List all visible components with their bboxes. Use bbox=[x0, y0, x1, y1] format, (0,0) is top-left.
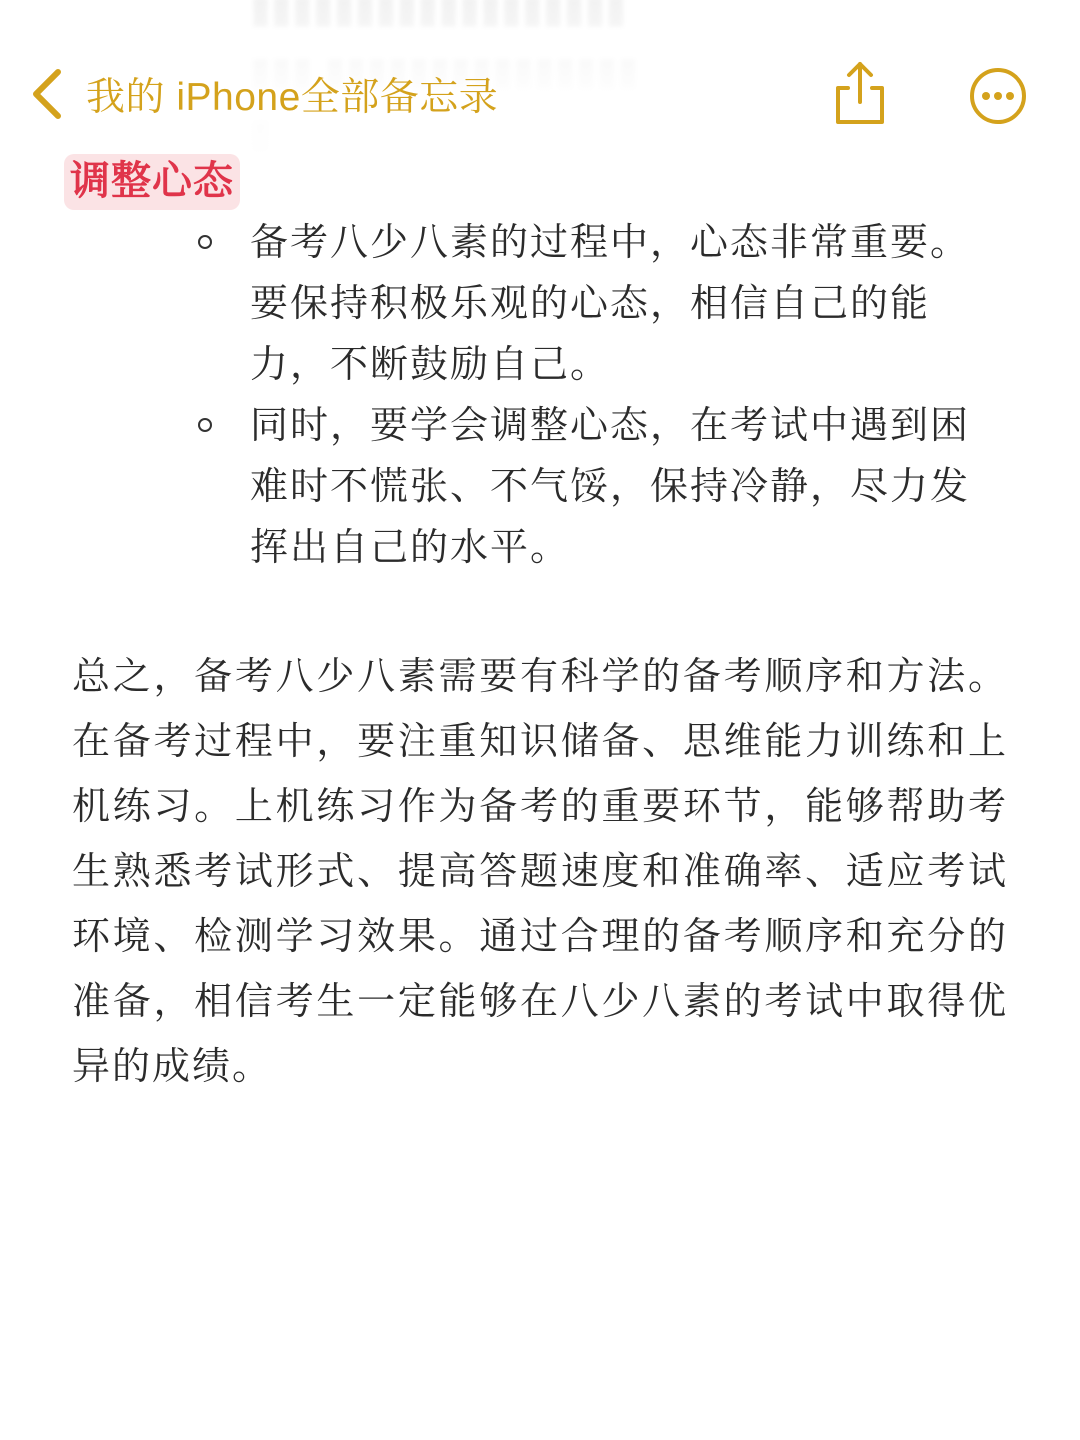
section-heading: 调整心态 bbox=[70, 158, 234, 204]
bullet-text: 同时，要学会调整心态，在考试中遇到困难时不慌张、不气馁，保持冷静，尽力发挥出自己的水平。 bbox=[250, 403, 971, 569]
list-item bbox=[190, 395, 990, 578]
ellipsis-circle-icon bbox=[968, 111, 1028, 130]
bullet-list bbox=[190, 212, 990, 578]
share-icon bbox=[832, 111, 888, 130]
hollow-bullet-icon bbox=[198, 235, 212, 249]
bullet-text: 备考八少八素的过程中，心态非常重要。要保持积极乐观的心态，相信自己的能力，不断鼓励自己。 bbox=[250, 220, 971, 386]
chevron-left-icon bbox=[30, 64, 70, 124]
back-button[interactable] bbox=[30, 62, 498, 126]
back-label: 我的 iPhone全部备忘录 bbox=[86, 76, 499, 119]
hollow-bullet-icon bbox=[198, 418, 212, 432]
share-button[interactable] bbox=[832, 60, 888, 126]
more-button[interactable] bbox=[968, 66, 1028, 126]
summary-paragraph: 总之，备考八少八素需要有科学的备考顺序和方法。在备考过程中，要注重知识储备、思维能力训练和上机练习。上机练习作为备考的重要环节，能够帮助考生熟悉考试形式、提高答题速度和准确率、适应考试环境、检测学习效果。通过合理的备考顺序和充分的准备，相信考生一定能够在八少八素的考试中取得优异的成绩。 bbox=[72, 654, 1008, 1088]
heading-highlight bbox=[64, 154, 240, 210]
list-item bbox=[190, 212, 990, 395]
